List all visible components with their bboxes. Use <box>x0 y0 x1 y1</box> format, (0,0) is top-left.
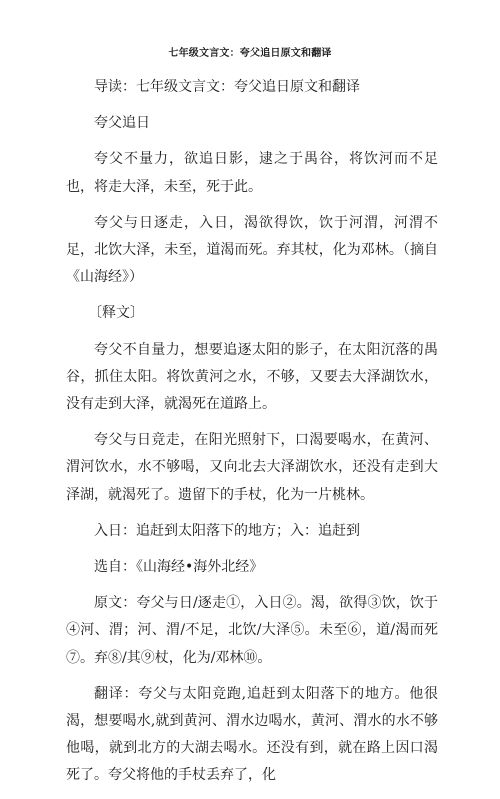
translation-paragraph: 夸父不自量力，想要追逐太阳的影子，在太阳沉落的禺谷，抓住太阳。将饮黄河之水，不够，又要去大泽湖饮水，没有走到大泽，就渴死在道路上。 <box>66 341 438 413</box>
annotation-heading: 〔释文〕 <box>88 305 144 322</box>
intro-paragraph: 导读：七年级文言文：夸父追日原文和翻译 <box>94 79 360 95</box>
annotated-original-paragraph: 原文：夸父与日/逐走①，入日②。渴，欲得③饮，饮于④河、渭；河、渭/不足，北饮/大泽⑤。未至⑥，道/渴而死⑦。弃⑧/其⑨杖，化为/邓林⑩。 <box>66 595 438 666</box>
translation-paragraph: 夸父与日竞走，在阳光照射下，口渴要喝水，在黄河、渭河饮水，水不够喝，又向北去大泽湖饮水，还没有走到大泽湖，就渴死了。遗留下的手杖，化为一片桃林。 <box>66 432 438 503</box>
section-title: 夸父追日 <box>94 115 150 132</box>
note-paragraph: 入日：追赶到太阳落下的地方；入：追赶到 <box>94 522 360 539</box>
original-text-paragraph: 夸父与日逐走，入日，渴欲得饮，饮于河渭，河渭不足，北饮大泽，未至，道渴而死。弃其杖，化为邓林。（摘自《山海经》） <box>66 214 438 286</box>
document-body <box>66 74 438 799</box>
original-text-paragraph: 夸父不量力，欲追日影，逮之于禺谷，将饮河而不足也，将走大泽，未至，死于此。 <box>66 151 438 195</box>
page-header-title: 七年级文言文：夸父追日原文和翻译 <box>168 48 332 59</box>
full-translation-paragraph: 翻译：夸父与太阳竞跑,追赶到太阳落下的地方。他很渴，想要喝水,就到黄河、渭水边喝水，黄河、渭水的水不够他喝，就到北方的大湖去喝水。还没有到，就在路上因口渴死了。夸父将他的手杖丢弃了，化 <box>66 685 438 784</box>
source-paragraph: 选自：《山海经•海外北经》 <box>94 559 264 576</box>
